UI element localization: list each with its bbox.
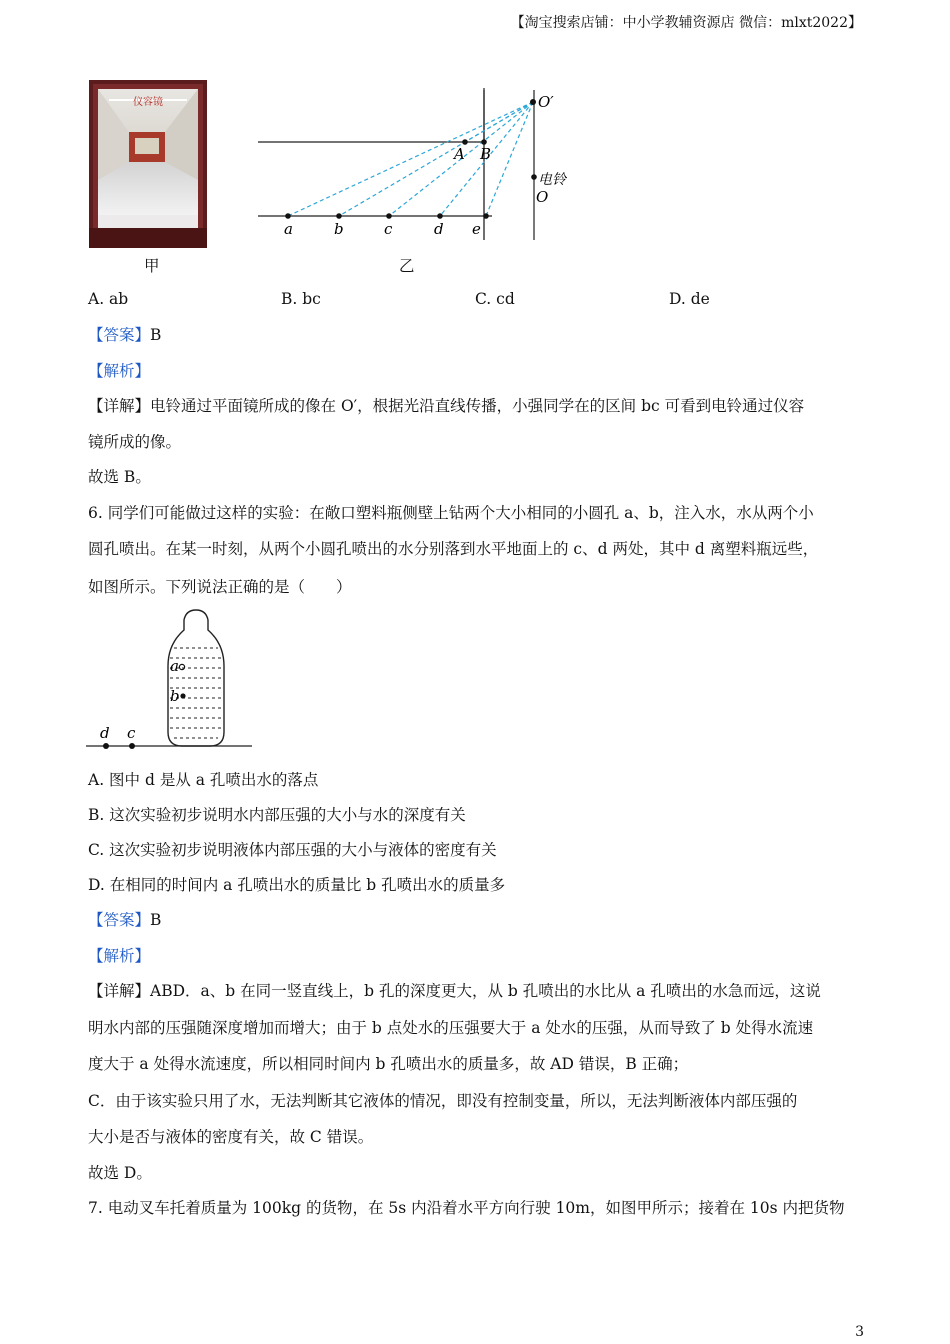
- bottle-diagram: [86, 606, 256, 752]
- label-O-prime: O′: [538, 93, 554, 111]
- q6-option-D: D. 在相同的时间内 a 孔喷出水的质量比 b 孔喷出水的质量多: [88, 876, 506, 894]
- hole-b: [180, 693, 185, 698]
- answer-value: B: [150, 911, 162, 929]
- mirror-sign-text: 仪容镜: [133, 97, 163, 108]
- point-O: [531, 174, 537, 180]
- q6-answer: [88, 909, 161, 931]
- label-bell: 电铃: [538, 172, 566, 188]
- hole-a: [179, 664, 184, 669]
- answer-tag: 【答案】: [88, 911, 151, 929]
- q6-stem-1: 6. 同学们可能做过这样的实验：在敞口塑料瓶侧壁上钻两个大小相同的小圆孔 a、b，注入水，水从两个小: [88, 504, 814, 522]
- label-c: c: [127, 724, 136, 742]
- point-c: [129, 743, 135, 749]
- label-A: A: [454, 145, 465, 163]
- label-O: O: [536, 188, 549, 206]
- ray-diagram: [250, 80, 590, 250]
- q5-analysis-tag: 【解析】: [88, 362, 151, 380]
- q5-conclusion: 故选 B。: [88, 468, 151, 486]
- q6-stem-3: 如图所示。下列说法正确的是（ ）: [88, 578, 352, 596]
- q6-detail-line-1: [88, 980, 821, 1002]
- q6-detail-line-5: 大小是否与液体的密度有关，故 C 错误。: [88, 1128, 374, 1146]
- label-b: b: [334, 220, 344, 238]
- label-B: B: [480, 145, 492, 163]
- q6-option-A: A. 图中 d 是从 a 孔喷出水的落点: [88, 771, 319, 789]
- label-c: c: [384, 220, 393, 238]
- point-B: [481, 139, 487, 145]
- label-a: a: [284, 220, 293, 238]
- q6-detail-line-3: 度大于 a 处得水流速度，所以相同时间内 b 孔喷出水的质量多，故 AD 错误，B 正确；: [88, 1055, 689, 1073]
- mirror-image: [89, 80, 207, 248]
- q6-analysis-tag: 【解析】: [88, 947, 151, 965]
- point-b: [336, 213, 342, 219]
- point-a: [285, 213, 291, 219]
- page-header: 【淘宝搜索店铺：中小学教辅资源店 微信：mlxt2022】: [510, 15, 862, 31]
- q6-detail-line-4: C．由于该实验只用了水，无法判断其它液体的情况，即没有控制变量，所以，无法判断液体内部压强的: [88, 1092, 798, 1110]
- detail-text: ABD．a、b 在同一竖直线上，b 孔的深度更大，从 b 孔喷出的水比从 a 孔喷出的水急而远，这说: [150, 982, 821, 1000]
- answer-tag: 【答案】: [88, 326, 151, 344]
- point-c: [386, 213, 392, 219]
- detail-tag: 【详解】: [88, 982, 151, 1000]
- q5-detail-line-1: [88, 395, 804, 417]
- label-b: b: [170, 687, 180, 705]
- q5-answer: [88, 324, 161, 346]
- point-d: [103, 743, 109, 749]
- detail-tag: 【详解】: [88, 397, 151, 415]
- point-O-prime: [530, 99, 536, 105]
- figure-caption-yi: 乙: [399, 257, 415, 275]
- page-number: 3: [855, 1324, 864, 1340]
- option-A: A. ab: [88, 290, 129, 308]
- option-D: D. de: [669, 290, 710, 308]
- label-a: a: [170, 657, 179, 675]
- label-d: d: [434, 220, 444, 238]
- q5-detail-line-2: 镜所成的像。: [88, 433, 182, 451]
- mirror-photo: [89, 80, 207, 248]
- q6-stem-2: 圆孔喷出。在某一时刻，从两个小圆孔喷出的水分别落到水平地面上的 c、d 两处，其中 d 离塑料瓶远些，: [88, 540, 819, 558]
- q6-option-C: C. 这次实验初步说明液体内部压强的大小与液体的密度有关: [88, 841, 497, 859]
- label-e: e: [472, 220, 481, 238]
- q6-conclusion: 故选 D。: [88, 1164, 152, 1182]
- light-rays: [288, 102, 533, 216]
- q6-detail-line-2: 明水内部的压强随深度增加而增大；由于 b 点处水的压强要大于 a 处水的压强，从而导致了 b 处得水流速: [88, 1019, 814, 1037]
- point-e: [483, 213, 489, 219]
- option-B: B. bc: [281, 290, 321, 308]
- label-d: d: [100, 724, 110, 742]
- detail-text: 电铃通过平面镜所成的像在 O′，根据光沿直线传播，小强同学在的区间 bc 可看到电铃通过仪容: [150, 397, 805, 415]
- option-C: C. cd: [475, 290, 515, 308]
- answer-value: B: [150, 326, 162, 344]
- point-A: [462, 139, 468, 145]
- q7-stem-1: 7. 电动叉车托着质量为 100kg 的货物，在 5s 内沿着水平方向行驶 10m，如图甲所示；接着在 10s 内把货物: [88, 1199, 845, 1217]
- figure-caption-jia: 甲: [144, 257, 160, 275]
- point-d: [437, 213, 443, 219]
- q6-option-B: B. 这次实验初步说明水内部压强的大小与水的深度有关: [88, 806, 466, 824]
